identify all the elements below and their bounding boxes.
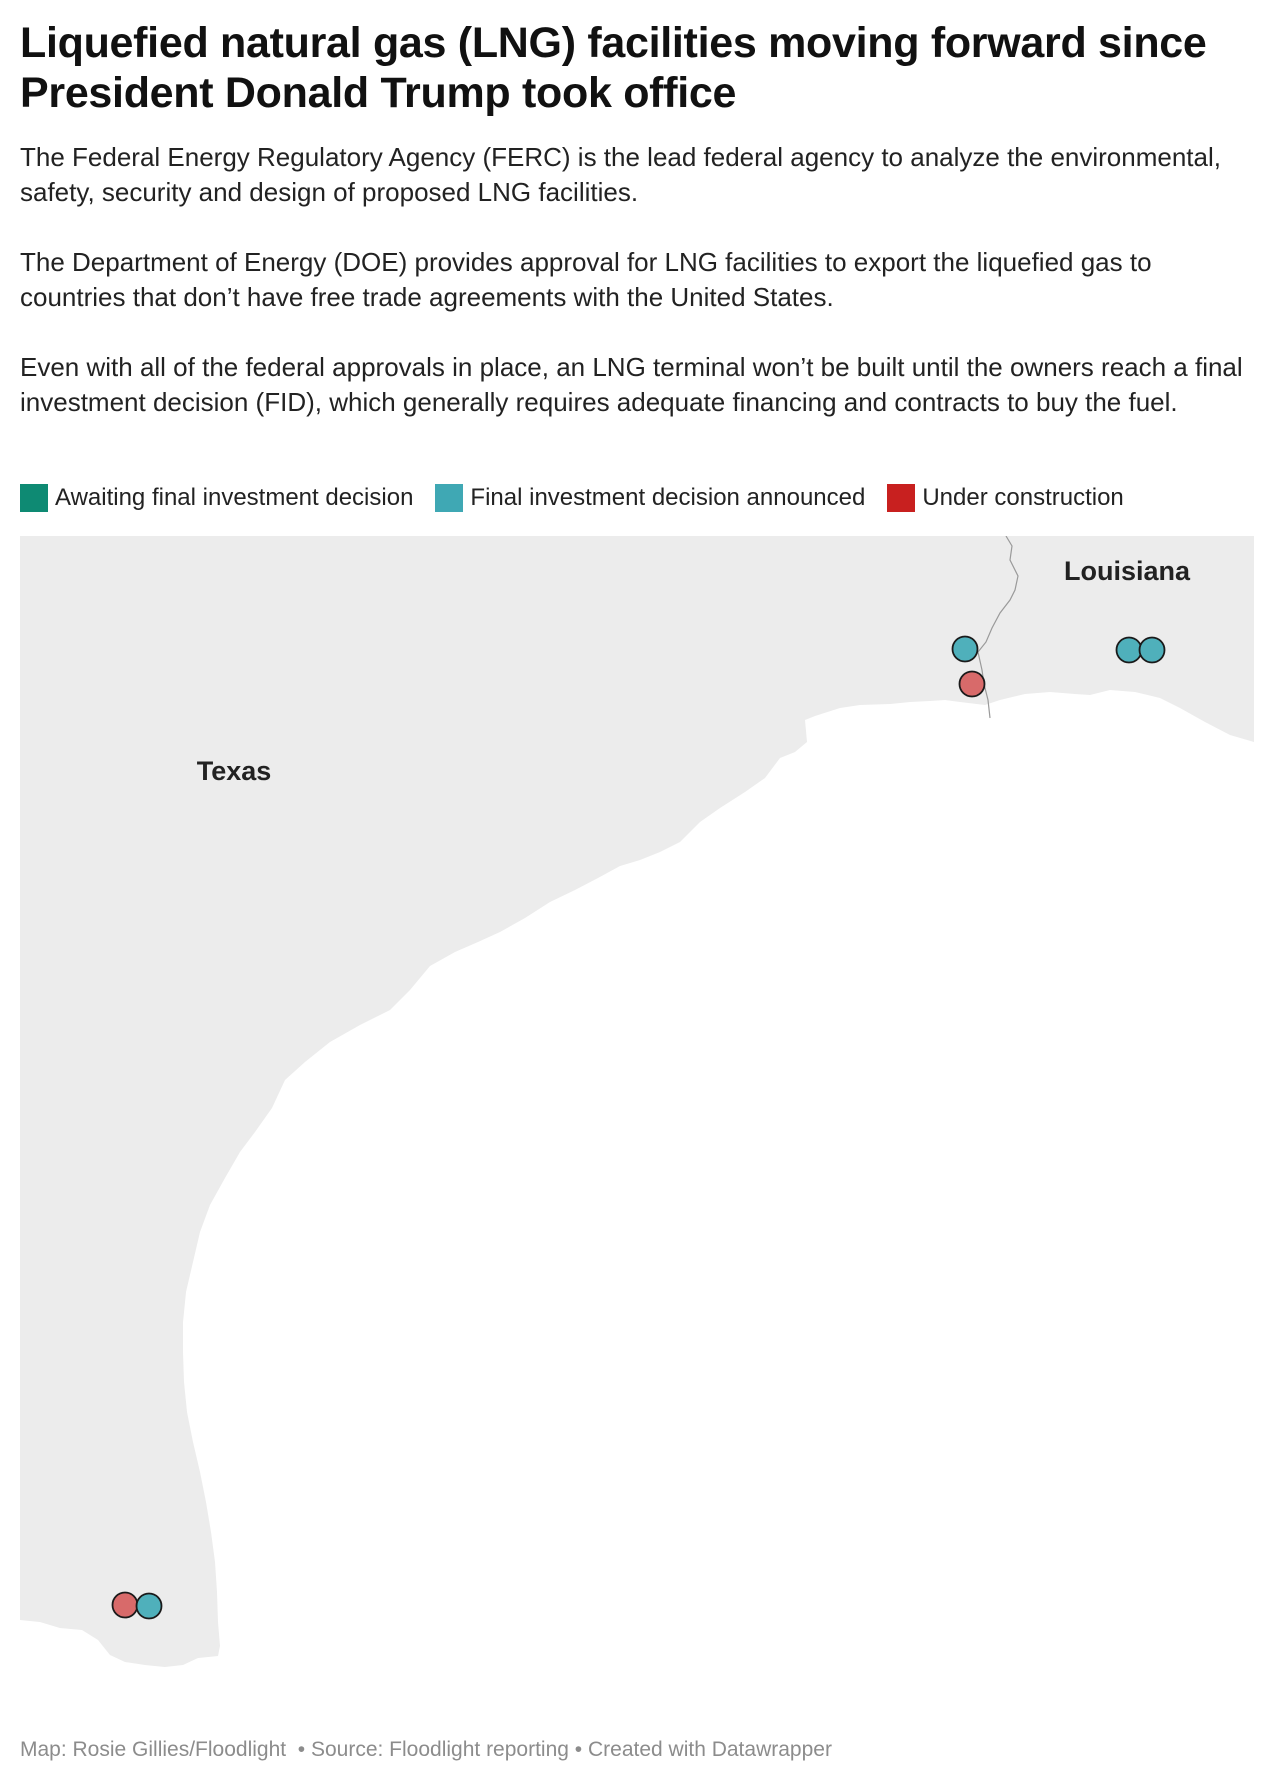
region-label-texas: Texas	[196, 756, 272, 786]
legend-label-awaiting: Awaiting final investment decision	[55, 484, 414, 511]
description-paragraph-ferc: The Federal Energy Regulatory Agency (FERC) is the lead federal agency to analyze the environmental, safety, security and design of proposed LNG facilities.	[20, 142, 1221, 207]
description-paragraph-fid: Even with all of the federal approvals in place, an LNG terminal won’t be built until the owners reach a final investment decision (FID), which generally requires adequate financing and contracts to buy the fuel.	[20, 352, 1243, 417]
facility-marker[interactable]	[1140, 638, 1165, 663]
legend-label-under-construction: Under construction	[922, 484, 1124, 511]
footer-created[interactable]: Created with Datawrapper	[587, 1738, 832, 1761]
footer-separator: •	[286, 1738, 311, 1761]
region-label-louisiana: Louisiana	[1063, 556, 1191, 586]
legend-label-fid-announced: Final investment decision announced	[470, 484, 866, 511]
footer-map-credit: Map: Rosie Gillies/Floodlight	[20, 1738, 287, 1761]
facility-marker[interactable]	[953, 637, 978, 662]
footer	[20, 1738, 832, 1762]
description-paragraph-doe: The Department of Energy (DOE) provides approval for LNG facilities to export the liquefied gas to countries that don’t have free trade agreements with the United States.	[20, 247, 1152, 312]
facility-marker[interactable]	[960, 672, 985, 697]
page-title: Liquefied natural gas (LNG) facilities moving forward since President Donald Trump took office	[20, 19, 1207, 117]
facility-marker[interactable]	[113, 1593, 138, 1618]
facility-marker[interactable]	[1117, 638, 1142, 663]
footer-separator: •	[568, 1738, 588, 1761]
facility-marker[interactable]	[137, 1594, 162, 1619]
land-shape	[20, 536, 1254, 1667]
footer-source[interactable]: Source: Floodlight reporting	[310, 1738, 569, 1761]
